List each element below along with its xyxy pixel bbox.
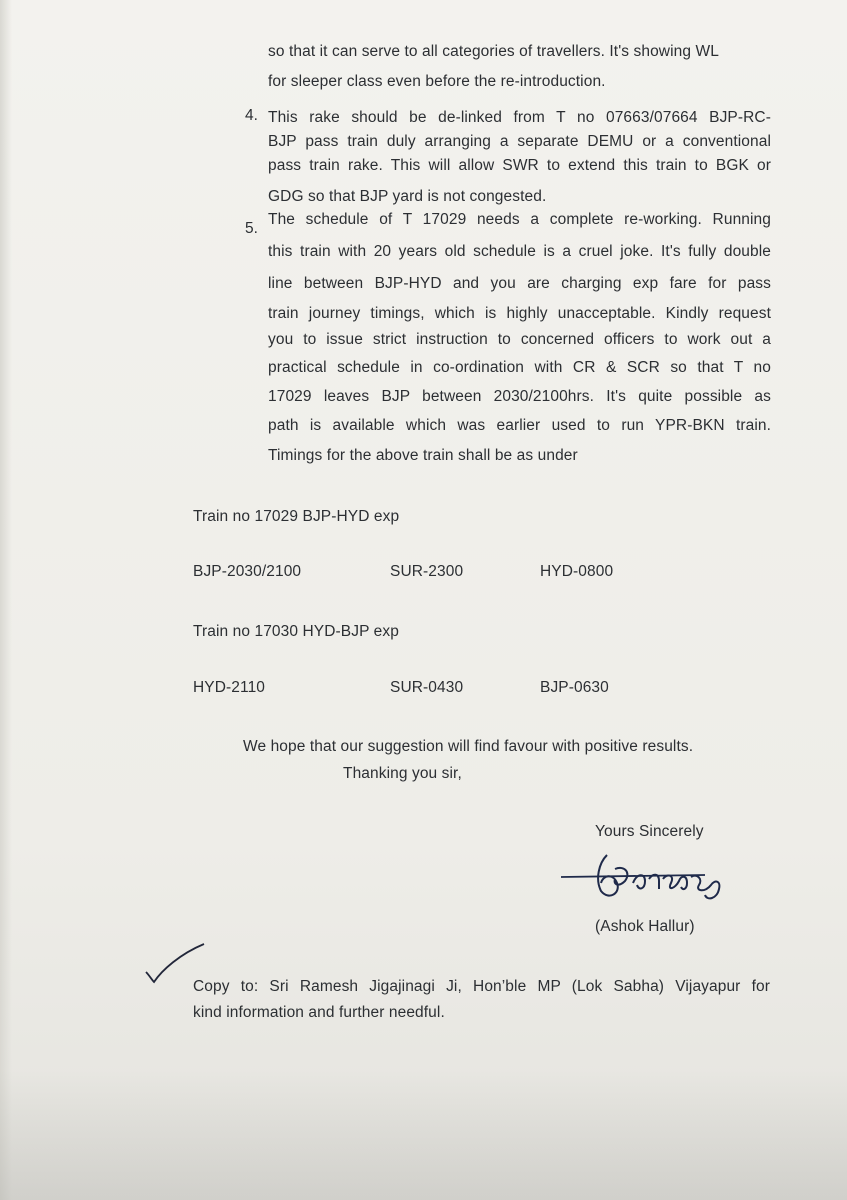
point-5-line-9: Timings for the above train shall be as under — [268, 447, 578, 464]
page-edge-shadow — [0, 0, 12, 1200]
train-2-stop-hyd: HYD-2110 — [193, 679, 266, 696]
sign-off: Yours Sincerely — [595, 823, 704, 840]
point-5-number: 5. — [245, 220, 258, 237]
point-4-line-1: This rake should be de-linked from T no 07663/07664 BJP-RC- — [268, 109, 771, 126]
point-5-line-6: practical schedule in co-ordination with CR & SCR so that T no — [268, 359, 771, 376]
copy-to-line-2: kind information and further needful. — [193, 1004, 445, 1021]
point-5-line-7: 17029 leaves BJP between 2030/2100hrs. It's quite possible as — [268, 388, 771, 405]
point-4-line-3: pass train rake. This will allow SWR to extend this train to BGK or — [268, 157, 771, 174]
signatory-name: (Ashok Hallur) — [595, 918, 695, 935]
point-5-line-1: The schedule of T 17029 needs a complete re-working. Running — [268, 211, 771, 228]
train-2-title: Train no 17030 HYD-BJP exp — [193, 623, 399, 640]
point-5-line-4: train journey timings, which is highly unacceptable. Kindly request — [268, 305, 771, 322]
train-2-stop-bjp: BJP-0630 — [540, 679, 609, 696]
closing-sentence: We hope that our suggestion will find favour with positive results. — [243, 738, 694, 755]
train-2-stop-sur: SUR-0430 — [390, 679, 464, 696]
continuation-line-1: so that it can serve to all categories of travellers. It's showing WL — [268, 43, 719, 60]
point-5-line-5: you to issue strict instruction to concerned officers to work out a — [268, 331, 771, 348]
train-1-stop-bjp: BJP-2030/2100 — [193, 563, 302, 580]
copy-to-line-1: Copy to: Sri Ramesh Jigajinagi Ji, Hon’ble MP (Lok Sabha) Vijayapur for — [193, 978, 770, 995]
point-5-line-2: this train with 20 years old schedule is a cruel joke. It's fully double — [268, 243, 771, 260]
point-5-line-8: path is available which was earlier used to run YPR-BKN train. — [268, 417, 771, 434]
train-1-stop-sur: SUR-2300 — [390, 563, 464, 580]
point-4-line-4: GDG so that BJP yard is not congested. — [268, 188, 547, 205]
continuation-line-2: for sleeper class even before the re-introduction. — [268, 73, 606, 90]
point-5-line-3: line between BJP-HYD and you are charging exp fare for pass — [268, 275, 771, 292]
train-1-title: Train no 17029 BJP-HYD exp — [193, 508, 400, 525]
page-bottom-shadow — [0, 1070, 847, 1200]
handwritten-signature — [555, 845, 745, 905]
point-4-line-2: BJP pass train duly arranging a separate DEMU or a conventional — [268, 133, 771, 150]
point-4-number: 4. — [245, 107, 258, 124]
thanking-line: Thanking you sir, — [343, 765, 462, 782]
train-1-stop-hyd: HYD-0800 — [540, 563, 614, 580]
